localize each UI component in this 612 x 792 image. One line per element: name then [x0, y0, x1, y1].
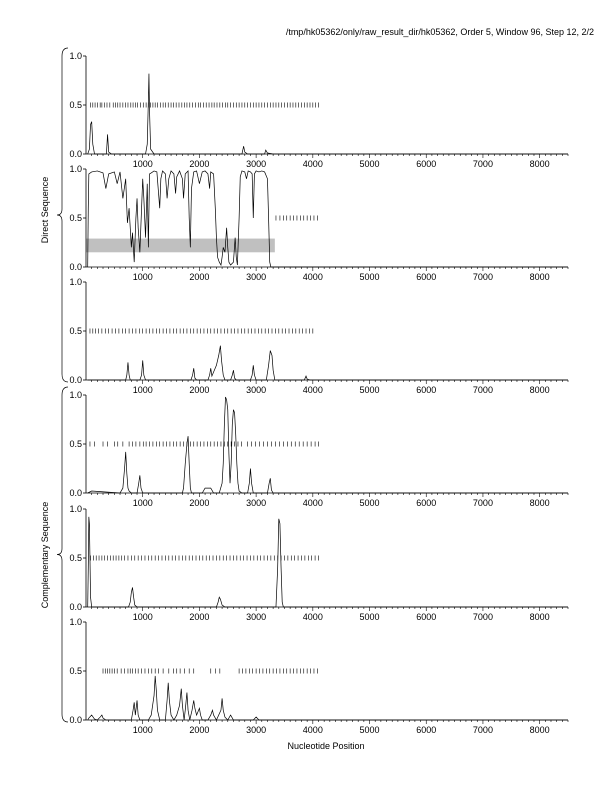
x-tick-label: 7000 — [472, 612, 493, 622]
panel-1 — [69, 51, 568, 169]
y-tick-label: 0.0 — [69, 262, 82, 272]
x-tick-label: 7000 — [472, 725, 493, 735]
x-tick-label: 8000 — [529, 385, 550, 395]
y-tick-label: 1.0 — [69, 51, 82, 61]
y-tick-label: 0.0 — [69, 715, 82, 725]
y-tick-label: 0.5 — [69, 553, 82, 563]
series-line — [88, 676, 568, 720]
y-tick-label: 0.0 — [69, 488, 82, 498]
x-tick-label: 1000 — [132, 725, 153, 735]
x-tick-label: 6000 — [416, 725, 437, 735]
x-tick-label: 1000 — [132, 272, 153, 282]
y-tick-label: 1.0 — [69, 164, 82, 174]
y-tick-label: 0.0 — [69, 375, 82, 385]
x-axis-label: Nucleotide Position — [287, 741, 365, 751]
panel-6 — [69, 617, 568, 735]
x-tick-label: 7000 — [472, 159, 493, 169]
x-tick-label: 3000 — [246, 612, 267, 622]
side-label-direct: Direct Sequence — [40, 176, 50, 244]
panel-4 — [69, 390, 568, 508]
group-braces — [57, 48, 68, 722]
x-tick-label: 6000 — [416, 385, 437, 395]
x-tick-label: 8000 — [529, 272, 550, 282]
y-tick-label: 0.5 — [69, 326, 82, 336]
x-tick-label: 2000 — [189, 725, 210, 735]
x-tick-label: 7000 — [472, 272, 493, 282]
brace-complementary — [57, 387, 68, 722]
brace-direct — [57, 48, 68, 382]
y-tick-label: 0.0 — [69, 149, 82, 159]
x-tick-label: 5000 — [359, 498, 380, 508]
x-tick-label: 3000 — [246, 159, 267, 169]
x-tick-label: 1000 — [132, 498, 153, 508]
x-tick-label: 2000 — [189, 385, 210, 395]
panel-5 — [69, 504, 568, 622]
panels — [69, 51, 568, 735]
x-tick-label: 5000 — [359, 385, 380, 395]
x-tick-label: 3000 — [246, 725, 267, 735]
x-tick-label: 8000 — [529, 159, 550, 169]
x-tick-label: 4000 — [302, 272, 323, 282]
x-tick-label: 4000 — [302, 159, 323, 169]
panel-2 — [69, 164, 568, 282]
x-tick-label: 2000 — [189, 272, 210, 282]
y-tick-label: 1.0 — [69, 504, 82, 514]
series-line — [88, 171, 568, 267]
y-tick-label: 1.0 — [69, 277, 82, 287]
x-tick-label: 2000 — [189, 498, 210, 508]
header-title: /tmp/hk05362/only/raw_result_dir/hk05362, Order 5, Window 96, Step 12, 2/2 — [285, 27, 594, 37]
x-tick-label: 8000 — [529, 612, 550, 622]
x-tick-label: 4000 — [302, 612, 323, 622]
x-tick-label: 3000 — [246, 385, 267, 395]
series-line — [88, 74, 568, 154]
x-tick-label: 6000 — [416, 272, 437, 282]
y-tick-label: 0.5 — [69, 439, 82, 449]
x-tick-label: 7000 — [472, 498, 493, 508]
y-tick-label: 0.5 — [69, 100, 82, 110]
highlight-band — [86, 239, 275, 253]
x-tick-label: 1000 — [132, 159, 153, 169]
y-tick-label: 0.0 — [69, 602, 82, 612]
y-tick-label: 0.5 — [69, 666, 82, 676]
x-tick-label: 5000 — [359, 272, 380, 282]
x-tick-label: 6000 — [416, 498, 437, 508]
x-tick-label: 2000 — [189, 612, 210, 622]
x-tick-label: 6000 — [416, 159, 437, 169]
x-tick-label: 2000 — [189, 159, 210, 169]
x-tick-label: 1000 — [132, 385, 153, 395]
y-tick-label: 0.5 — [69, 213, 82, 223]
x-tick-label: 5000 — [359, 725, 380, 735]
panel-3 — [69, 277, 568, 395]
x-tick-label: 5000 — [359, 612, 380, 622]
x-tick-label: 5000 — [359, 159, 380, 169]
x-tick-label: 1000 — [132, 612, 153, 622]
y-tick-label: 1.0 — [69, 617, 82, 627]
x-tick-label: 4000 — [302, 385, 323, 395]
x-tick-label: 4000 — [302, 498, 323, 508]
x-tick-label: 7000 — [472, 385, 493, 395]
x-tick-label: 4000 — [302, 725, 323, 735]
series-line — [88, 517, 568, 607]
side-label-complementary: Complementary Sequence — [40, 501, 50, 609]
x-tick-label: 3000 — [246, 272, 267, 282]
series-line — [88, 346, 568, 380]
y-tick-label: 1.0 — [69, 390, 82, 400]
x-tick-label: 8000 — [529, 725, 550, 735]
x-tick-label: 3000 — [246, 498, 267, 508]
x-tick-label: 8000 — [529, 498, 550, 508]
x-tick-label: 6000 — [416, 612, 437, 622]
